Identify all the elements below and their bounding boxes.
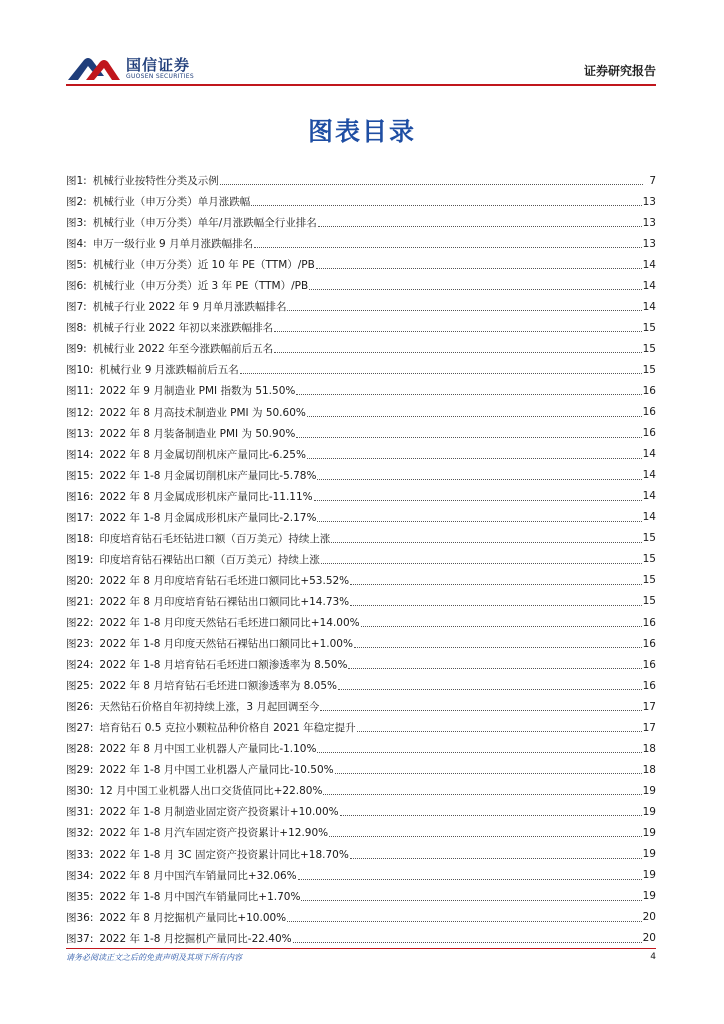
toc-entry[interactable] [66,886,656,907]
toc-dot-leader [301,900,641,901]
toc-entry-page: 15 [642,321,656,334]
toc-entry-page: 14 [642,469,656,482]
toc-dot-leader [298,879,642,880]
toc-entry-label: 图1: [66,175,87,188]
toc-entry-title: 机械行业按特性分类及示例 [92,175,219,188]
toc-entry[interactable] [66,591,656,612]
toc-entry-label: 图2: [66,196,87,209]
toc-entry-title: 机械行业（申万分类）近 3 年 PE（TTM）/PB [92,280,309,293]
toc-entry-page: 19 [642,848,656,861]
toc-entry-page: 14 [642,300,656,313]
toc-dot-leader [323,794,641,795]
toc-entry[interactable] [66,528,656,549]
guosen-logo-icon [66,54,122,82]
toc-entry[interactable] [66,380,656,401]
toc-dot-leader [293,942,642,943]
toc-entry[interactable] [66,486,656,507]
header-divider [66,84,656,86]
toc-entry-page: 19 [642,826,656,839]
toc-entry-label: 图7: [66,301,87,314]
toc-entry-page: 17 [642,721,656,734]
toc-entry-label: 图19: [66,553,94,566]
toc-entry-label: 图37: [66,932,94,945]
toc-entry-label: 图34: [66,869,94,882]
toc-dot-leader [251,205,641,206]
toc-entry-page: 19 [642,784,656,797]
toc-entry-page: 20 [642,932,656,945]
toc-entry-label: 图3: [66,217,87,230]
toc-entry-page: 16 [642,679,656,692]
toc-entry-title: 2022 年 8 月印度培育钻石裸钻出口额同比+14.73% [99,595,350,608]
toc-entry-page: 14 [642,258,656,271]
toc-entry-label: 图9: [66,343,87,356]
toc-entry-label: 图15: [66,469,94,482]
toc-entry-label: 图28: [66,743,94,756]
toc-dot-leader [361,626,642,627]
toc-entry-label: 图27: [66,722,94,735]
toc-entry-page: 16 [642,384,656,397]
toc-entry-title: 2022 年 8 月金属成形机床产量同比-11.11% [99,490,313,503]
toc-entry-title: 机械子行业 2022 年 9 月单月涨跌幅排名 [92,301,287,314]
toc-entry-title: 2022 年 8 月高技术制造业 PMI 为 50.60% [99,406,306,419]
toc-entry[interactable] [66,296,656,317]
toc-dot-leader [240,373,642,374]
toc-entry-title: 机械行业（申万分类）近 10 年 PE（TTM）/PB [92,259,315,272]
toc-dot-leader [220,184,643,185]
toc-entry[interactable] [66,907,656,928]
toc-entry[interactable] [66,696,656,717]
toc-entry[interactable] [66,675,656,696]
toc-dot-leader [307,458,642,459]
toc-entry-title: 2022 年 1-8 月 3C 固定资产投资累计同比+18.70% [99,848,349,861]
toc-entry-label: 图21: [66,595,94,608]
toc-entry-page: 19 [642,890,656,903]
toc-entry-title: 2022 年 8 月装备制造业 PMI 为 50.90% [99,427,296,440]
toc-entry[interactable] [66,444,656,465]
toc-dot-leader [320,710,641,711]
toc-entry[interactable] [66,865,656,886]
toc-entry-page: 15 [642,532,656,545]
toc-entry-title: 印度培育钻石毛坯钻进口额（百万美元）持续上涨 [99,532,331,545]
company-logo [66,52,206,85]
toc-entry-page: 16 [642,637,656,650]
toc-entry-page: 14 [642,448,656,461]
toc-entry-label: 图18: [66,532,94,545]
page-header [66,52,656,85]
toc-entry-title: 印度培育钻石裸钻出口额（百万美元）持续上涨 [99,553,320,566]
toc-entry-label: 图26: [66,701,94,714]
toc-entry-page: 16 [642,406,656,419]
toc-entry-page: 7 [649,174,656,187]
toc-entry-page: 15 [642,342,656,355]
toc-dot-leader [254,247,642,248]
toc-entry-title: 2022 年 8 月中国工业机器人产量同比-1.10% [99,743,317,756]
toc-entry-page: 15 [642,595,656,608]
toc-entry-label: 图23: [66,638,94,651]
toc-entry-title: 机械行业（申万分类）单年/月涨跌幅全行业排名 [92,217,317,230]
toc-entry-page: 15 [642,574,656,587]
toc-entry-title: 机械行业 9 月涨跌幅前后五名 [99,364,239,377]
toc-entry-page: 16 [642,658,656,671]
toc-dot-leader [357,731,642,732]
toc-entry-label: 图35: [66,890,94,903]
toc-entry-label: 图12: [66,406,94,419]
toc-dot-leader [329,836,642,837]
toc-entry-title: 2022 年 1-8 月制造业固定资产投资累计+10.00% [99,806,339,819]
toc-entry-label: 图13: [66,427,94,440]
toc-entry-title: 机械行业 2022 年至今涨跌幅前后五名 [92,343,274,356]
toc-dot-leader [321,563,642,564]
toc-dot-leader [354,647,642,648]
toc-dot-leader [348,668,641,669]
toc-entry[interactable] [66,844,656,865]
toc-entry-title: 2022 年 9 月制造业 PMI 指数为 51.50% [99,385,296,398]
footer-disclaimer: 请务必阅读正文之后的免责声明及其项下所有内容 [66,953,242,962]
toc-entry[interactable] [66,570,656,591]
toc-entry-title: 2022 年 1-8 月金属成形机床产量同比-2.17% [99,511,317,524]
toc-entry-page: 13 [642,237,656,250]
toc-entry-label: 图17: [66,511,94,524]
toc-entry-title: 2022 年 8 月印度培育钻石毛坯进口额同比+53.52% [99,574,350,587]
toc-entry[interactable] [66,212,656,233]
report-type-label: 证券研究报告 [583,64,656,78]
page-title: 图表目录 [307,117,416,146]
toc-entry[interactable] [66,549,656,570]
toc-dot-leader [274,331,642,332]
toc-entry-label: 图5: [66,259,87,272]
toc-entry-page: 18 [642,763,656,776]
logo-chinese-name: 国信证券 [126,56,191,74]
toc-entry-title: 2022 年 8 月培育钻石毛坯进口额渗透率为 8.05% [99,680,338,693]
toc-dot-leader [317,521,641,522]
toc-dot-leader [316,268,642,269]
toc-dot-leader [331,542,641,543]
toc-entry[interactable] [66,928,656,949]
toc-entry[interactable] [66,822,656,843]
toc-dot-leader [350,858,642,859]
toc-entry-page: 19 [642,869,656,882]
toc-entry-page: 16 [642,616,656,629]
toc-entry-page: 13 [642,195,656,208]
toc-entry-label: 图36: [66,911,94,924]
toc-entry[interactable] [66,254,656,275]
toc-entry[interactable] [66,233,656,254]
toc-entry[interactable] [66,717,656,738]
toc-entry[interactable] [66,465,656,486]
toc-entry-label: 图16: [66,490,94,503]
toc-entry-page: 17 [642,700,656,713]
toc-entry-page: 16 [642,427,656,440]
toc-entry-page: 18 [642,742,656,755]
toc-entry[interactable] [66,191,656,212]
toc-entry-label: 图11: [66,385,94,398]
toc-dot-leader [307,416,642,417]
footer-divider [66,948,656,949]
figure-toc-list [66,170,656,949]
toc-entry-label: 图14: [66,448,94,461]
toc-dot-leader [274,352,642,353]
toc-entry[interactable] [66,359,656,380]
toc-dot-leader [350,584,641,585]
toc-entry-page: 15 [642,553,656,566]
toc-entry-title: 2022 年 1-8 月印度天然钻石毛坯进口额同比+14.00% [99,617,360,629]
toc-entry[interactable] [66,801,656,822]
toc-dot-leader [338,689,642,690]
toc-dot-leader [296,437,641,438]
toc-dot-leader [340,815,642,816]
toc-entry[interactable] [66,402,656,423]
toc-dot-leader [296,394,641,395]
toc-entry[interactable] [66,633,656,654]
toc-entry-title: 2022 年 8 月金属切削机床产量同比-6.25% [99,448,306,461]
toc-entry-label: 图29: [66,764,94,777]
toc-entry[interactable] [66,170,656,191]
toc-entry-title: 2022 年 8 月挖掘机产量同比+10.00% [99,911,287,924]
toc-dot-leader [287,921,641,922]
page-number: 4 [650,952,656,962]
toc-entry-title: 天然钻石价格自年初持续上涨，3 月起回调至今 [99,701,320,714]
toc-entry-title: 培育钻石 0.5 克拉小颗粒品种价格自 2021 年稳定提升 [99,722,356,735]
toc-entry-page: 14 [642,279,656,292]
toc-entry-label: 图24: [66,659,94,672]
toc-entry[interactable] [66,338,656,359]
toc-dot-leader [317,752,641,753]
toc-entry-label: 图31: [66,806,94,819]
toc-dot-leader [309,289,641,290]
toc-entry-title: 2022 年 1-8 月金属切削机床产量同比-5.78% [99,469,317,482]
toc-entry-title: 机械子行业 2022 年初以来涨跌幅排名 [92,322,274,335]
toc-entry-title: 机械行业（申万分类）单月涨跌幅 [92,196,251,209]
toc-entry-page: 13 [642,216,656,229]
toc-entry[interactable] [66,612,656,633]
toc-entry[interactable] [66,654,656,675]
toc-entry-title: 2022 年 8 月中国汽车销量同比+32.06% [99,869,297,882]
toc-entry-page: 15 [642,363,656,376]
toc-entry[interactable] [66,759,656,780]
logo-english-name: GUOSEN SECURITIES [126,73,195,80]
toc-entry-label: 图8: [66,322,87,335]
toc-entry[interactable] [66,738,656,759]
toc-entry-title: 2022 年 1-8 月中国工业机器人产量同比-10.50% [99,764,334,777]
toc-entry-label: 图32: [66,827,94,840]
toc-entry-page: 14 [642,511,656,524]
toc-entry-title: 申万一级行业 9 月单月涨跌幅排名 [92,238,254,251]
toc-entry[interactable] [66,423,656,444]
toc-entry-title: 2022 年 1-8 月印度天然钻石裸钻出口额同比+1.00% [99,638,353,651]
toc-entry-label: 图20: [66,574,94,587]
toc-dot-leader [335,773,642,774]
toc-entry-page: 20 [642,911,656,924]
toc-entry-label: 图30: [66,785,94,798]
toc-entry[interactable] [66,780,656,801]
toc-entry-label: 图22: [66,617,94,629]
toc-entry-label: 图10: [66,364,94,377]
toc-dot-leader [314,500,642,501]
toc-dot-leader [287,310,641,311]
toc-entry-title: 12 月中国工业机器人出口交货值同比+22.80% [99,785,323,798]
toc-entry-title: 2022 年 1-8 月中国汽车销量同比+1.70% [99,890,301,903]
toc-entry-title: 2022 年 1-8 月汽车固定资产投资累计+12.90% [99,827,329,840]
toc-entry-page: 14 [642,490,656,503]
toc-entry[interactable] [66,507,656,528]
toc-dot-leader [350,605,641,606]
toc-entry-label: 图33: [66,848,94,861]
toc-dot-leader [317,479,641,480]
toc-entry[interactable] [66,275,656,296]
toc-entry[interactable] [66,317,656,338]
toc-entry-label: 图25: [66,680,94,693]
toc-entry-page: 19 [642,805,656,818]
toc-entry-label: 图4: [66,238,87,251]
toc-entry-label: 图6: [66,280,87,293]
toc-entry-title: 2022 年 1-8 月挖掘机产量同比-22.40% [99,932,292,945]
toc-entry-title: 2022 年 1-8 月培育钻石毛坯进口额渗透率为 8.50% [99,659,348,672]
toc-dot-leader [318,226,642,227]
